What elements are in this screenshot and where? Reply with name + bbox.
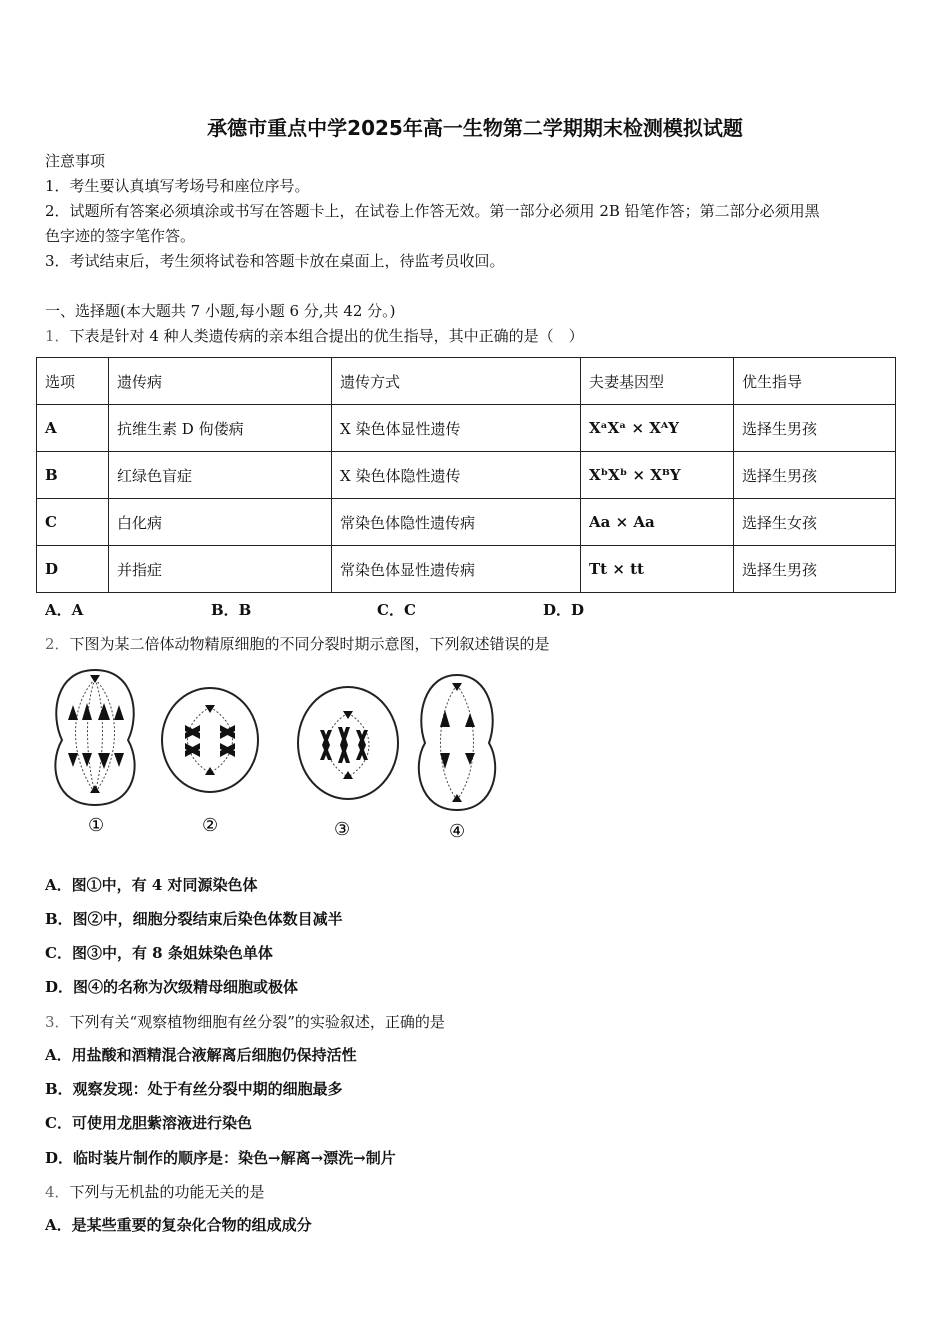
question-text: 下图为某二倍体动物精原细胞的不同分裂时期示意图，下列叙述错误的是 [69, 635, 550, 653]
question-number: 4． [45, 1183, 70, 1201]
section-heading: 一、选择题(本大题共 7 小题,每小题 6 分,共 42 分。) [45, 302, 396, 320]
notice-item: 色字迹的签字笔作答。 [45, 227, 196, 245]
table-cell: 抗维生素 D 佝偻病 [109, 405, 332, 452]
table-cell: D [37, 546, 109, 593]
table-header-cell: 遗传方式 [332, 358, 581, 405]
option[interactable]: C．可使用龙胆紫溶液进行染色 [45, 1114, 252, 1132]
table-cell: 选择生女孩 [734, 499, 896, 546]
table-row [37, 546, 896, 593]
option[interactable]: B．图②中，细胞分裂结束后染色体数目减半 [45, 910, 343, 928]
table-row [37, 452, 896, 499]
option[interactable]: A．图①中，有 4 对同源染色体 [45, 876, 258, 894]
question-text: 下列有关“观察植物细胞有丝分裂”的实验叙述，正确的是 [69, 1013, 445, 1031]
table-cell: 红绿色盲症 [109, 452, 332, 499]
table-cell: X 染色体隐性遗传 [332, 452, 581, 499]
choice-a[interactable]: A．A [45, 601, 84, 619]
question-number: 3． [45, 1013, 70, 1031]
choice-c[interactable]: C．C [377, 601, 416, 619]
option[interactable]: A．用盐酸和酒精混合液解离后细胞仍保持活性 [45, 1046, 357, 1064]
genetics-table [36, 357, 896, 593]
notice-item: 1．考生要认真填写考场号和座位序号。 [45, 177, 310, 195]
option[interactable]: B．观察发现：处于有丝分裂中期的细胞最多 [45, 1080, 343, 1098]
cell-4-membrane [419, 675, 495, 810]
table-header-cell: 夫妻基因型 [581, 358, 734, 405]
option[interactable]: D．图④的名称为次级精母细胞或极体 [45, 978, 299, 996]
table-row [37, 499, 896, 546]
question-text: 下列与无机盐的功能无关的是 [69, 1183, 265, 1201]
figure-label: ② [202, 815, 219, 836]
table-cell: 选择生男孩 [734, 546, 896, 593]
notice-item: 3．考试结束后，考生须将试卷和答题卡放在桌面上，待监考员收回。 [45, 252, 505, 270]
table-cell: XᵃXᵃ × XᴬY [581, 405, 734, 452]
choice-b[interactable]: B．B [211, 601, 252, 619]
table-header-cell: 遗传病 [109, 358, 332, 405]
table-row [37, 405, 896, 452]
table-cell: A [37, 405, 109, 452]
cell-3-membrane [298, 687, 398, 799]
table-cell: 白化病 [109, 499, 332, 546]
question-2-stem [45, 633, 550, 655]
table-cell: Aa × Aa [581, 499, 734, 546]
table-header-row [37, 358, 896, 405]
table-cell: 常染色体隐性遗传病 [332, 499, 581, 546]
cell-division-figure [40, 665, 510, 850]
question-text: 下表是针对 4 种人类遗传病的亲本组合提出的优生指导，其中正确的是（ ） [69, 327, 584, 345]
option[interactable]: C．图③中，有 8 条姐妹染色单体 [45, 944, 273, 962]
table-cell: 选择生男孩 [734, 405, 896, 452]
cell-1-membrane [55, 670, 134, 805]
table-cell: 常染色体显性遗传病 [332, 546, 581, 593]
table-header-cell: 优生指导 [734, 358, 896, 405]
choice-d[interactable]: D．D [543, 601, 585, 619]
option[interactable]: D．临时装片制作的顺序是：染色→解离→漂洗→制片 [45, 1149, 396, 1167]
cell-2-membrane [162, 688, 258, 792]
table-header-cell: 选项 [37, 358, 109, 405]
notice-heading: 注意事项 [45, 152, 106, 170]
centrosome-icon [90, 675, 100, 683]
question-4-stem [45, 1181, 265, 1203]
page-title: 承德市重点中学2025年高一生物第二学期期末检测模拟试题 [207, 116, 743, 140]
option[interactable]: A．是某些重要的复杂化合物的组成成分 [45, 1216, 312, 1234]
question-3-stem [45, 1011, 445, 1033]
table-cell: Tt × tt [581, 546, 734, 593]
figure-label: ④ [449, 821, 466, 842]
table-cell: C [37, 499, 109, 546]
figure-label: ③ [334, 819, 351, 840]
question-1-stem [45, 325, 584, 347]
table-cell: 选择生男孩 [734, 452, 896, 499]
notice-item: 2．试题所有答案必须填涂或书写在答题卡上，在试卷上作答无效。第一部分必须用 2B 铅笔作答；第二部分必须用黑 [45, 202, 820, 220]
figure-label: ① [88, 815, 105, 836]
table-cell: XᵇXᵇ × XᴮY [581, 452, 734, 499]
table-cell: X 染色体显性遗传 [332, 405, 581, 452]
table-cell: B [37, 452, 109, 499]
question-number: 2． [45, 635, 70, 653]
table-cell: 并指症 [109, 546, 332, 593]
question-number: 1． [45, 327, 70, 345]
